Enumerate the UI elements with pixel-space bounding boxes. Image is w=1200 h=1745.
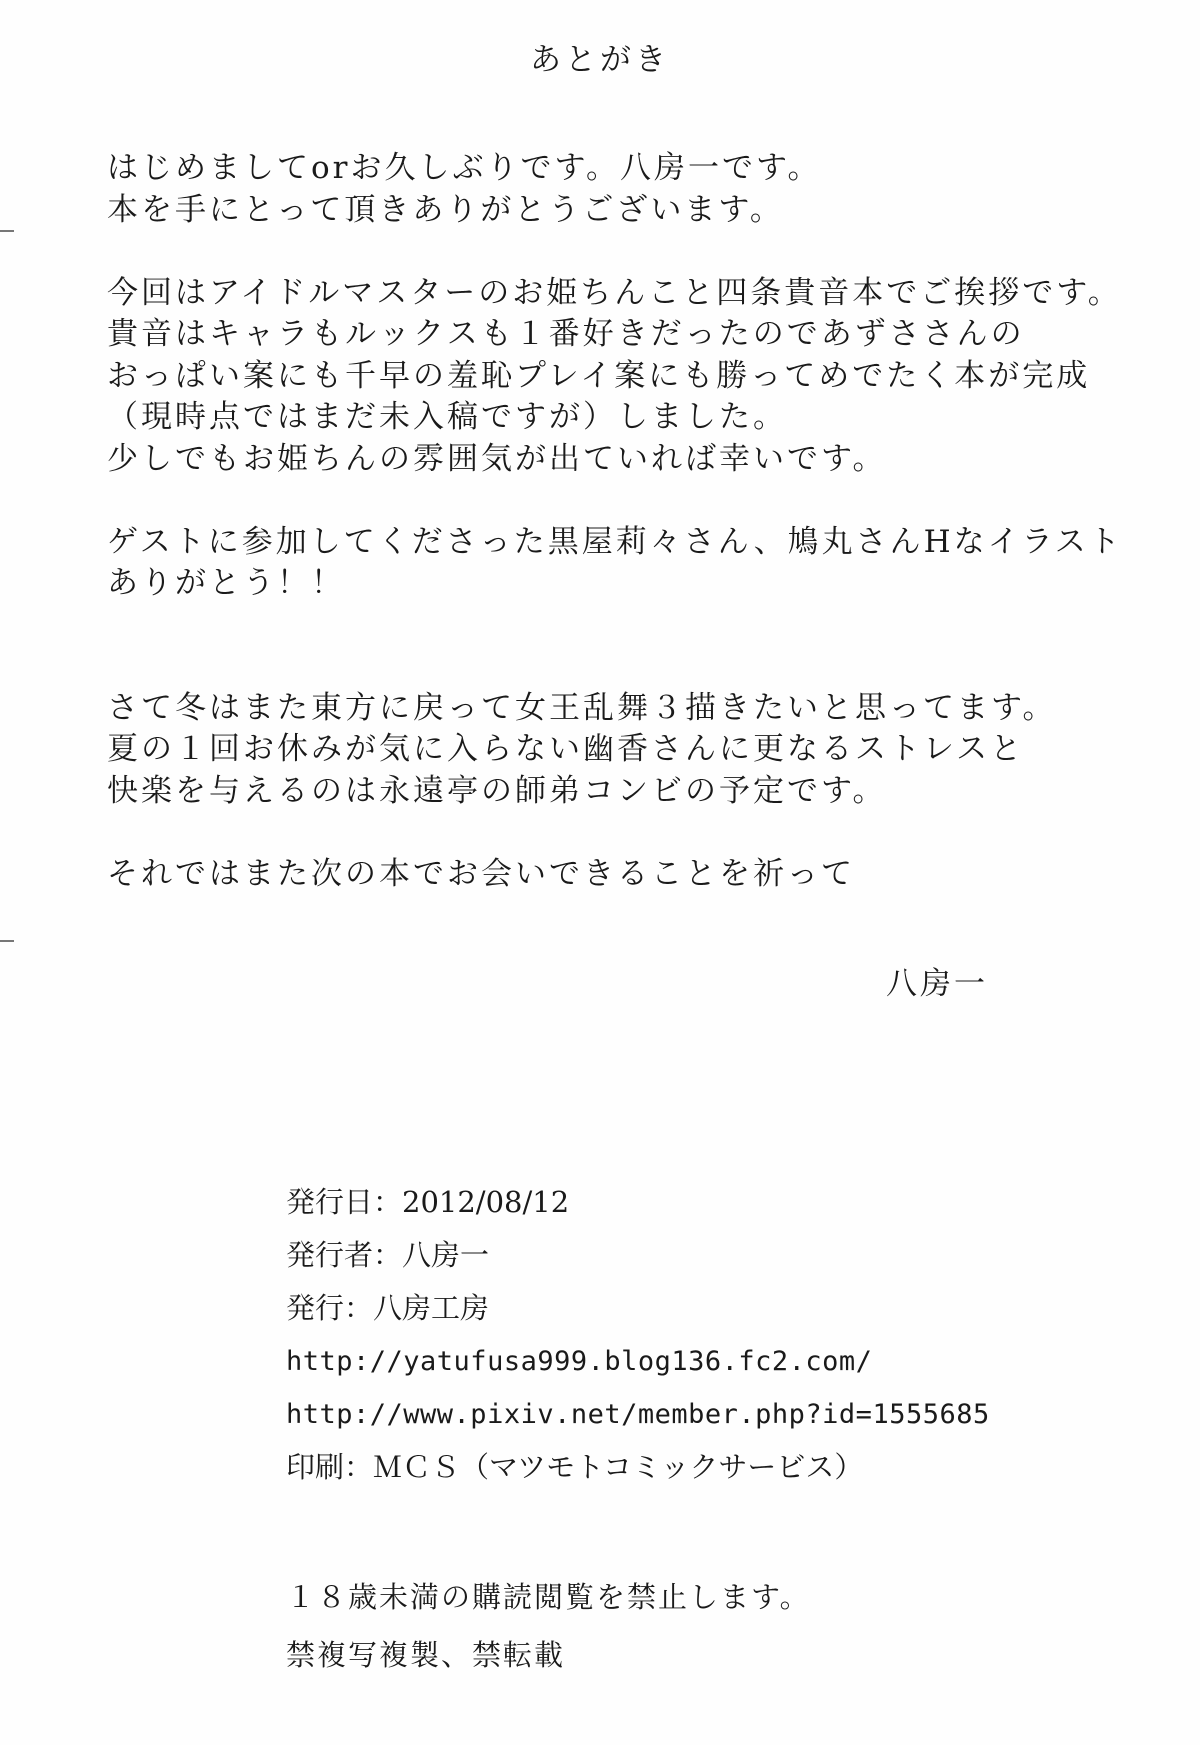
text-line: 本を手にとって頂きありがとうございます。 [107,191,784,228]
text-line: 少しでもお姫ちんの雰囲気が出ていれば幸いです。 [107,440,887,477]
paragraph-topic [107,273,1177,481]
text-line: ゲストに参加してくださった黒屋莉々さん、鳩丸さんHなイラスト [107,523,1123,560]
notices [286,1568,811,1684]
scan-edge-mark [0,230,14,232]
publisher: 発行者：八房一 [286,1238,490,1272]
scan-edge-mark [0,940,14,942]
text-line: ありがとう！！ [107,565,345,601]
text-line: それではまた次の本でお会いできることを祈って [107,855,855,892]
afterword-body [107,148,1177,895]
printer: 印刷：ＭＣＳ（マツモトコミックサービス） [286,1450,864,1484]
author-signature: 八房一 [886,966,988,1002]
circle-name: 発行：八房工房 [286,1291,490,1325]
text-line: （現時点ではまだ未入稿ですが）しました。 [107,399,787,435]
text-line: はじめましてorお久しぶりです。八房一です。 [107,150,822,186]
paragraph-next-plans [107,688,1177,813]
blog-url: http://yatufusa999.blog136.fc2.com/ [286,1346,873,1377]
age-restriction-notice: １８歳未満の購読閲覧を禁止します。 [286,1580,811,1614]
colophon [286,1176,1106,1494]
text-line: 快楽を与えるのは永遠亭の師弟コンビの予定です。 [107,772,887,809]
paragraph-greeting [107,148,1177,231]
text-line: 貴音はキャラもルックスも１番好きだったのであずささんの [107,316,1025,352]
paragraph-closing [107,854,1177,896]
text-line: 今回はアイドルマスターのお姫ちんこと四条貴音本でご挨拶です。 [107,274,1122,311]
text-line: おっぱい案にも千早の羞恥プレイ案にも勝ってめでたく本が完成 [107,357,1091,394]
paragraph-guests [107,522,1177,605]
page-title: あとがき [530,42,670,78]
pixiv-url: http://www.pixiv.net/member.php?id=1555685 [286,1399,990,1430]
text-line: さて冬はまた東方に戻って女王乱舞３描きたいと思ってます。 [107,689,1057,726]
text-line: 夏の１回お休みが気に入らない幽香さんに更なるストレスと [107,731,1025,767]
copy-prohibition-notice: 禁複写複製、禁転載 [286,1638,566,1672]
publish-date: 発行日：2012/08/12 [286,1185,570,1219]
